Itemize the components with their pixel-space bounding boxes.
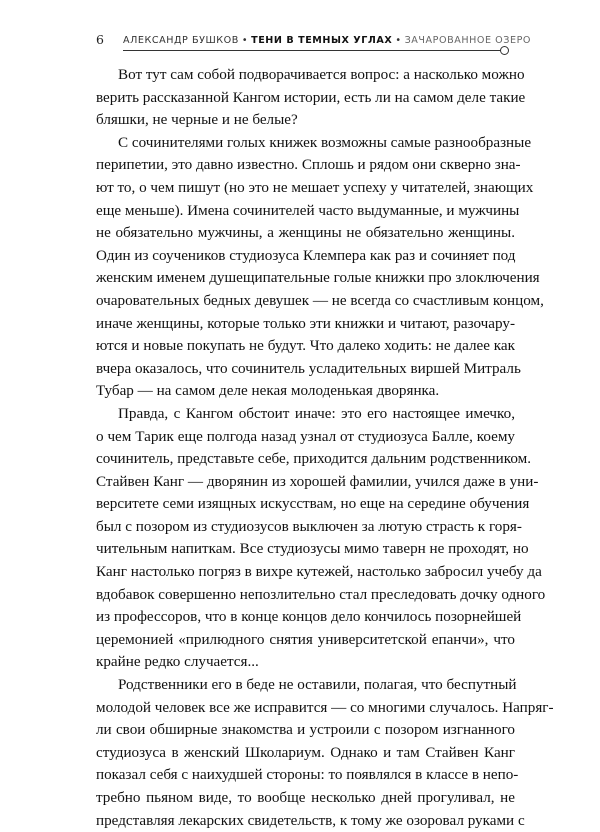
paragraph [96,674,554,832]
text-line: о чем Тарик еще полгода назад узнал от студиозуса Балле, коему [96,427,515,445]
text-line: был с позором из студиозусов выключен за лютую страсть к горя- [96,517,522,535]
text-line: представляя лекарских свидетельств, к тому же озоровал руками с [96,811,525,829]
text-line: показал себя с наихудшей стороны: то появлялся в классе в непо- [96,766,519,784]
text-line: Правда, с Кангом обстоит иначе: это его настоящее имечко, [118,404,515,422]
text-line: Тубар — на самом деле некая молоденькая дворянка. [96,382,440,400]
text-line: не обязательно мужчины, а женщины не обязательно женщины. [96,224,515,242]
text-line: верить рассказанной Кангом истории, есть ли на самом деле такие [96,88,526,106]
header-rule [123,50,501,51]
text-line: очаровательных бедных девушек — не всегда со счастливым концом, [96,291,544,309]
text-line: бляшки, не черные и не белые? [96,111,298,129]
text-line: перипетии, это давно известно. Сплошь и рядом они скверно зна- [96,156,521,174]
text-line: ют то, о чем пишут (но это не мешает успеху у читателей, знающих [96,178,534,196]
text-line: иначе женщины, которые только эти книжки и читают, разочару- [96,314,515,332]
header-ornament-icon [500,46,509,55]
header-separator: • [395,35,402,46]
text-line: женским именем душещипательные голые книжки про злоключения [96,269,540,287]
text-line: Родственники его в беде не оставили, полагая, что беспутный [118,676,517,694]
text-line: церемонией «прилюдного снятия университетской епанчи», что [96,630,515,648]
text-line: чительным напиткам. Все студиозусы мимо таверн не проходят, но [96,540,529,558]
paragraph [96,403,546,674]
page-number: 6 [96,32,104,47]
text-line: Канг настолько погряз в вихре кутежей, настолько забросил учебу да [96,563,542,581]
text-line: крайне редко случается... [96,653,259,671]
text-line: Стайвен Канг — дворянин из хорошей фамилии, учился даже в уни- [96,472,539,490]
text-line: требно пьяном виде, то вообще несколько дней прогуливал, не [96,789,515,806]
text-line: еще меньше). Имена сочинителей часто выдуманные, и мужчины [96,201,520,219]
text-line: верситете семи изящных искусствам, но еще на середине обучения [96,495,530,513]
header-separator: • [241,35,249,46]
text-line: ли свои обширные знакомства и устроили с позором изгнанного [96,721,515,739]
running-head [96,31,532,51]
paragraph [96,64,526,132]
text-line: С сочинителями голых книжек возможны самые разнообразные [118,133,532,151]
text-line: ются и новые покупать не будут. Что далеко ходить: не далее как [96,337,515,355]
body-text [96,64,554,832]
text-line: вчера оказалось, что сочинитель усладительных виршей Митраль [96,359,521,377]
header-book-title: ТЕНИ В ТЕМНЫХ УГЛАХ [251,35,393,46]
header-chapter-title: ЗАЧАРОВАННОЕ ОЗЕРО [404,35,532,46]
text-line: сочинитель, представьте себе, приходится дальним родственником. [96,450,531,468]
text-line: молодой человек все же исправится — со многими случалось. Напряг- [96,698,554,716]
header-author: АЛЕКСАНДР БУШКОВ [123,35,239,46]
text-line: Вот тут сам собой подворачивается вопрос: а насколько можно [118,66,525,83]
text-line: вдобавок совершенно непозлительно стал преследовать дочку одного [96,585,546,603]
header-line [123,35,531,46]
text-line: студиозуса в женский Школариум. Однако и там Стайвен Канг [96,743,515,761]
text-line: из профессоров, что в конце концов дело кончилось позорнейшей [96,608,522,626]
paragraph [96,132,544,403]
text-line: Один из соучеников студиозуса Клемпера как раз и сочиняет под [96,246,516,264]
